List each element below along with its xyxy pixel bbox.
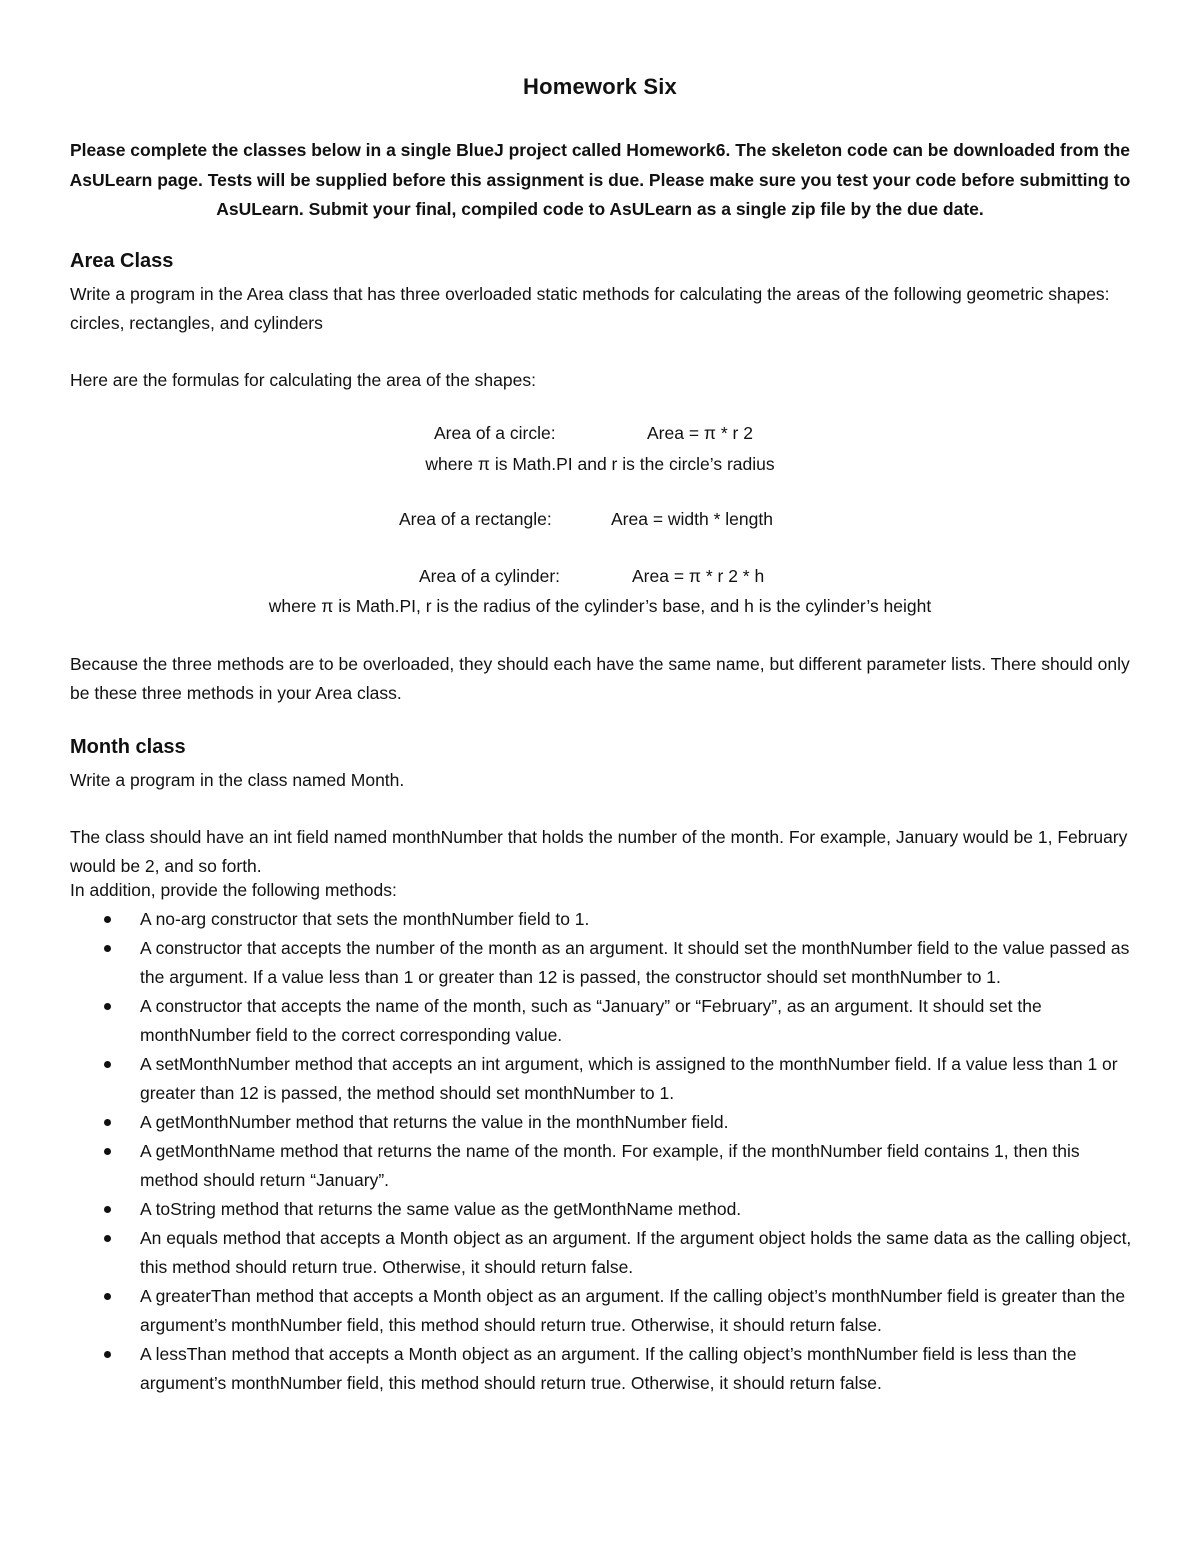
list-item: A greaterThan method that accepts a Month object as an argument. If the calling object’s monthNumber field is greater than the argument’s monthNumber field, this method should return true. Otherwise, it should return false.	[70, 1282, 1140, 1340]
bullet-icon	[104, 1119, 111, 1126]
rectangle-label: Area of a rectangle:	[399, 509, 552, 529]
bullet-icon	[104, 945, 111, 952]
list-item: An equals method that accepts a Month object as an argument. If the argument object holds the same data as the calling object, this method should return true. Otherwise, it should return false.	[70, 1224, 1140, 1282]
month-field-note: The class should have an int field named monthNumber that holds the number of the month. For example, January would be 1, February would be 2, and so forth.	[70, 827, 1128, 876]
list-item: A setMonthNumber method that accepts an int argument, which is assigned to the monthNumber field. If a value less than 1 or greater than 12 is passed, the method should set monthNumber to 1.	[70, 1050, 1140, 1108]
bullet-icon	[104, 1148, 111, 1155]
overload-note: Because the three methods are to be overloaded, they should each have the same name, but different parameter lists. There should only be these three methods in your Area class.	[70, 654, 1130, 703]
bullet-icon	[104, 1003, 111, 1010]
list-item: A constructor that accepts the name of the month, such as “January” or “February”, as an argument. It should set the monthNumber field to the correct corresponding value.	[70, 992, 1140, 1050]
methods-list	[70, 905, 1140, 1398]
cylinder-label: Area of a cylinder:	[419, 566, 561, 586]
area-class-heading: Area Class	[70, 250, 174, 272]
list-item: A toString method that returns the same value as the getMonthName method.	[70, 1195, 1140, 1224]
list-item: A getMonthNumber method that returns the value in the monthNumber field.	[70, 1108, 1140, 1137]
bullet-icon	[104, 1206, 111, 1213]
cylinder-formula: Area = π * r 2 * h	[632, 566, 765, 586]
page-title: Homework Six	[522, 74, 677, 99]
area-description: Write a program in the Area class that has three overloaded static methods for calculating the areas of the following geometric shapes: circles, rectangles, and cylinders	[70, 284, 1110, 333]
circle-note: where π is Math.PI and r is the circle’s radius	[425, 454, 775, 474]
month-description: Write a program in the class named Month.	[70, 770, 405, 790]
formulas-intro: Here are the formulas for calculating the area of the shapes:	[70, 370, 536, 390]
rectangle-formula: Area = width * length	[611, 509, 773, 529]
bullet-icon	[104, 916, 111, 923]
circle-formula: Area = π * r 2	[647, 423, 753, 443]
cylinder-note: where π is Math.PI, r is the radius of the cylinder’s base, and h is the cylinder’s height	[268, 596, 932, 616]
bullet-icon	[104, 1351, 111, 1358]
bullet-icon	[104, 1061, 111, 1068]
bullet-icon	[104, 1293, 111, 1300]
list-item: A constructor that accepts the number of the month as an argument. It should set the monthNumber field to the value passed as the argument. If a value less than 1 or greater than 12 is passed, the constructor should set monthNumber to 1.	[70, 934, 1140, 992]
methods-intro: In addition, provide the following methods:	[70, 880, 397, 900]
intro-paragraph: Please complete the classes below in a single BlueJ project called Homework6. The skeleton code can be downloaded from the AsULearn page. Tests will be supplied before this assignment is due. Please make sure you test your code before submitting to AsULearn. Submit your final, compiled code to AsULearn as a single zip file by the due date.	[69, 140, 1131, 219]
list-item: A getMonthName method that returns the name of the month. For example, if the monthNumber field contains 1, then this method should return “January”.	[70, 1137, 1140, 1195]
circle-label: Area of a circle:	[434, 423, 556, 443]
list-item: A lessThan method that accepts a Month object as an argument. If the calling object’s monthNumber field is less than the argument’s monthNumber field, this method should return true. Otherwise, it should return false.	[70, 1340, 1140, 1398]
month-class-heading: Month class	[70, 736, 186, 758]
bullet-icon	[104, 1235, 111, 1242]
list-item: A no-arg constructor that sets the monthNumber field to 1.	[70, 905, 1140, 934]
